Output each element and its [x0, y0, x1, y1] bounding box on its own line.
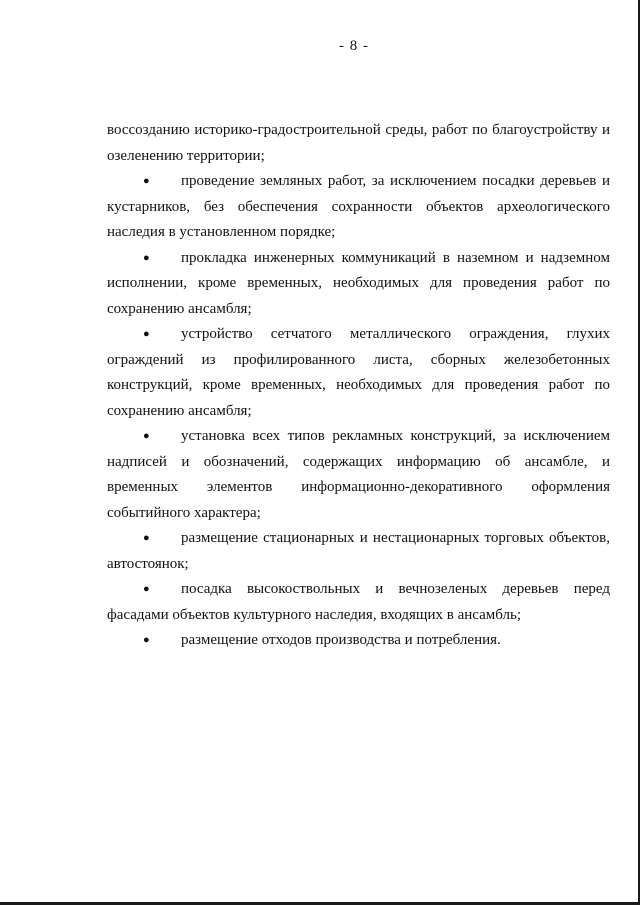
list-item	[107, 246, 610, 323]
intro-paragraph: воссозданию историко-градостроительной среды, работ по благоустройству и озеленению территории;	[107, 122, 610, 164]
list-item-text: размещение стационарных и нестационарных торговых объектов, автостоянок;	[107, 530, 610, 572]
bullet-icon: ●	[143, 532, 150, 544]
bullet-icon: ●	[143, 251, 150, 264]
page-number: - 8 -	[339, 38, 369, 54]
list-item	[107, 577, 610, 628]
bullet-icon: ●	[143, 634, 150, 646]
list-item	[107, 169, 610, 246]
list-item-text: прокладка инженерных коммуникаций в наземном и надземном исполнении, кроме временных, необходимых для проведения работ по сохранению ансамбля;	[107, 249, 610, 317]
bullet-icon: ●	[143, 583, 150, 595]
bullet-icon: ●	[143, 430, 150, 442]
list-item-text: установка всех типов рекламных конструкций, за исключением надписей и обозначений, содержащих информацию об ансамбле, и временных элементов информационно-декоративного оформления событийного характера;	[107, 428, 610, 521]
list-item	[107, 526, 610, 577]
list-item	[107, 424, 610, 526]
list-item	[107, 322, 610, 424]
document-body	[107, 118, 610, 654]
bullet-icon: ●	[143, 328, 150, 340]
list-item	[107, 628, 610, 654]
list-item-text: размещение отходов производства и потребления.	[181, 632, 501, 648]
list-item-text: устройство сетчатого металлического ограждения, глухих ограждений из профилированного листа, сборных железобетонных конструкций, кроме временных, необходимых для проведения работ по сохранению ансамбля;	[107, 326, 610, 419]
list-item-text: посадка высокоствольных и вечнозеленых деревьев перед фасадами объектов культурного наследия, входящих в ансамбль;	[107, 581, 610, 623]
list-item-text: проведение земляных работ, за исключением посадки деревьев и кустарников, без обеспечения сохранности объектов археологического наследия в установленном порядке;	[107, 173, 610, 240]
bullet-icon: ●	[143, 175, 150, 187]
